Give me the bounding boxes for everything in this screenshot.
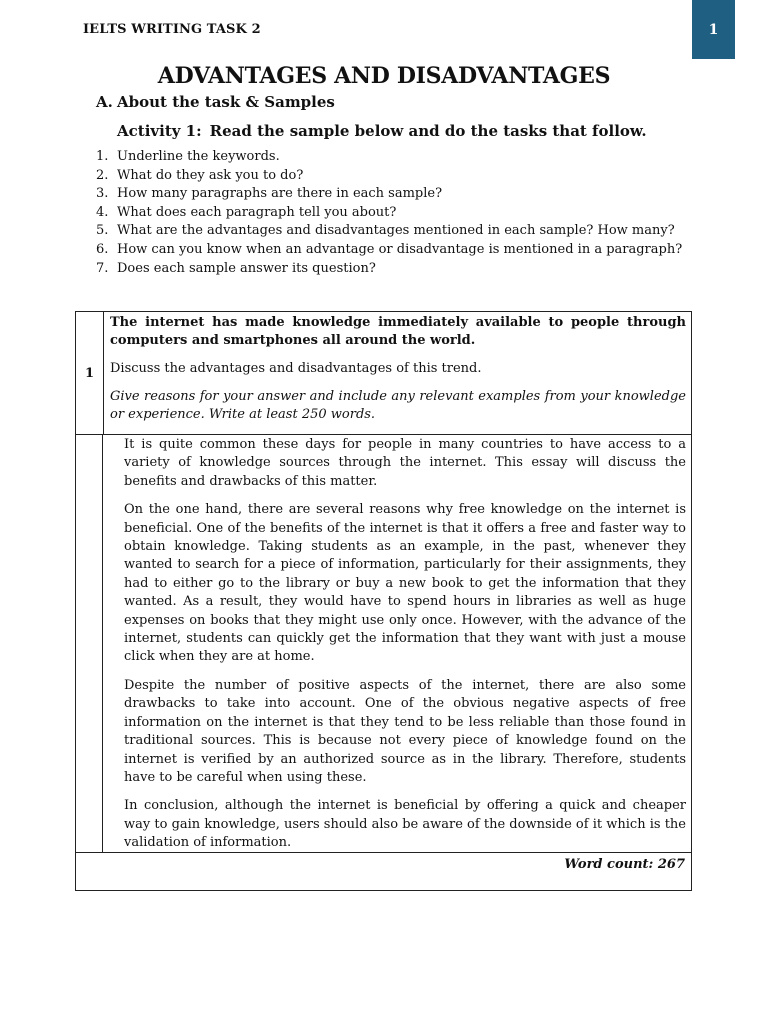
page-title: ADVANTAGES AND DISADVANTAGES (157, 63, 611, 89)
task-number: 1 (84, 365, 95, 381)
question-text: Does each sample answer its question? (117, 260, 376, 276)
task-number-cell (76, 312, 104, 434)
essay-body-paragraph-advantages: On the one hand, there are several reasons why free knowledge on the internet is beneficial. One of the benefits of the internet is that it offers a free and faster way to obtain knowledge. Taking students as an example, in the past, whenever they wanted to search for a piece of information, particularly for their assignments, they had to either go to the library or buy a new book to get the information that they wanted. As a result, they would have to spend hours in libraries as well as huge expenses on books that they might use only once. However, with the advance of the internet, students can quickly get the information that they want with just a mouse click when they are at home. (124, 502, 686, 665)
question-text: What do they ask you to do? (117, 167, 304, 183)
word-count-row (76, 852, 691, 891)
essay-conclusion: In conclusion, although the internet is beneficial by offering a quick and cheaper way to gain knowledge, users should also be aware of the downside of it which is the validation of information. (124, 798, 686, 851)
activity-heading (117, 122, 647, 140)
task-prompt: The internet has made knowledge immediately available to people through computers and smartphones all around the world. (110, 315, 686, 348)
section-heading (96, 93, 335, 111)
question-number: 5. (96, 223, 109, 239)
task-prompt-cell (110, 314, 686, 434)
question-text: How many paragraphs are there in each sample? (117, 186, 443, 202)
question-text: What does each paragraph tell you about? (117, 204, 397, 220)
word-count: Word count: 267 (564, 857, 685, 872)
list-item (96, 167, 682, 186)
question-number: 2. (96, 167, 109, 183)
page-number-badge: 1 (692, 0, 735, 59)
sample-task-table (75, 311, 692, 891)
section-title: About the task & Samples (117, 93, 335, 111)
list-item (96, 148, 682, 167)
question-number: 6. (96, 241, 109, 257)
question-number: 3. (96, 186, 109, 202)
question-text: Underline the keywords. (117, 149, 280, 164)
list-item (96, 260, 682, 279)
task-question: Discuss the advantages and disadvantages of this trend. (110, 361, 482, 376)
list-item (96, 185, 682, 204)
document-header-title: IELTS WRITING TASK 2 (83, 22, 261, 37)
list-item (96, 204, 682, 223)
question-text: How can you know when an advantage or disadvantage is mentioned in a paragraph? (117, 241, 683, 257)
list-item (96, 222, 682, 241)
question-number: 1. (96, 149, 109, 164)
task-prompt-row (76, 312, 691, 435)
activity-title: Read the sample below and do the tasks that follow. (209, 122, 647, 140)
question-text: What are the advantages and disadvantages mentioned in each sample? How many? (117, 223, 675, 239)
question-number: 7. (96, 260, 109, 276)
question-number: 4. (96, 204, 109, 220)
activity-label: Activity 1: (117, 122, 202, 140)
question-list (96, 148, 682, 278)
essay-introduction: It is quite common these days for people in many countries to have access to a variety of knowledge sources through the internet. This essay will discuss the benefits and drawbacks of this matter. (124, 437, 686, 489)
task-instruction: Give reasons for your answer and include any relevant examples from your knowledge or experience. Write at least 250 words. (110, 389, 686, 422)
section-label: A. (96, 93, 113, 111)
essay-number-column (76, 434, 103, 852)
sample-essay (124, 436, 686, 863)
essay-body-paragraph-disadvantages: Despite the number of positive aspects of the internet, there are also some drawbacks to take into account. One of the obvious negative aspects of free information on the internet is that they tend to be less reliable than those found in traditional sources. This is because not every piece of knowledge found on the internet is verified by an authorized source as in the library. Therefore, students have to be careful when using these. (124, 677, 686, 785)
list-item (96, 241, 682, 260)
